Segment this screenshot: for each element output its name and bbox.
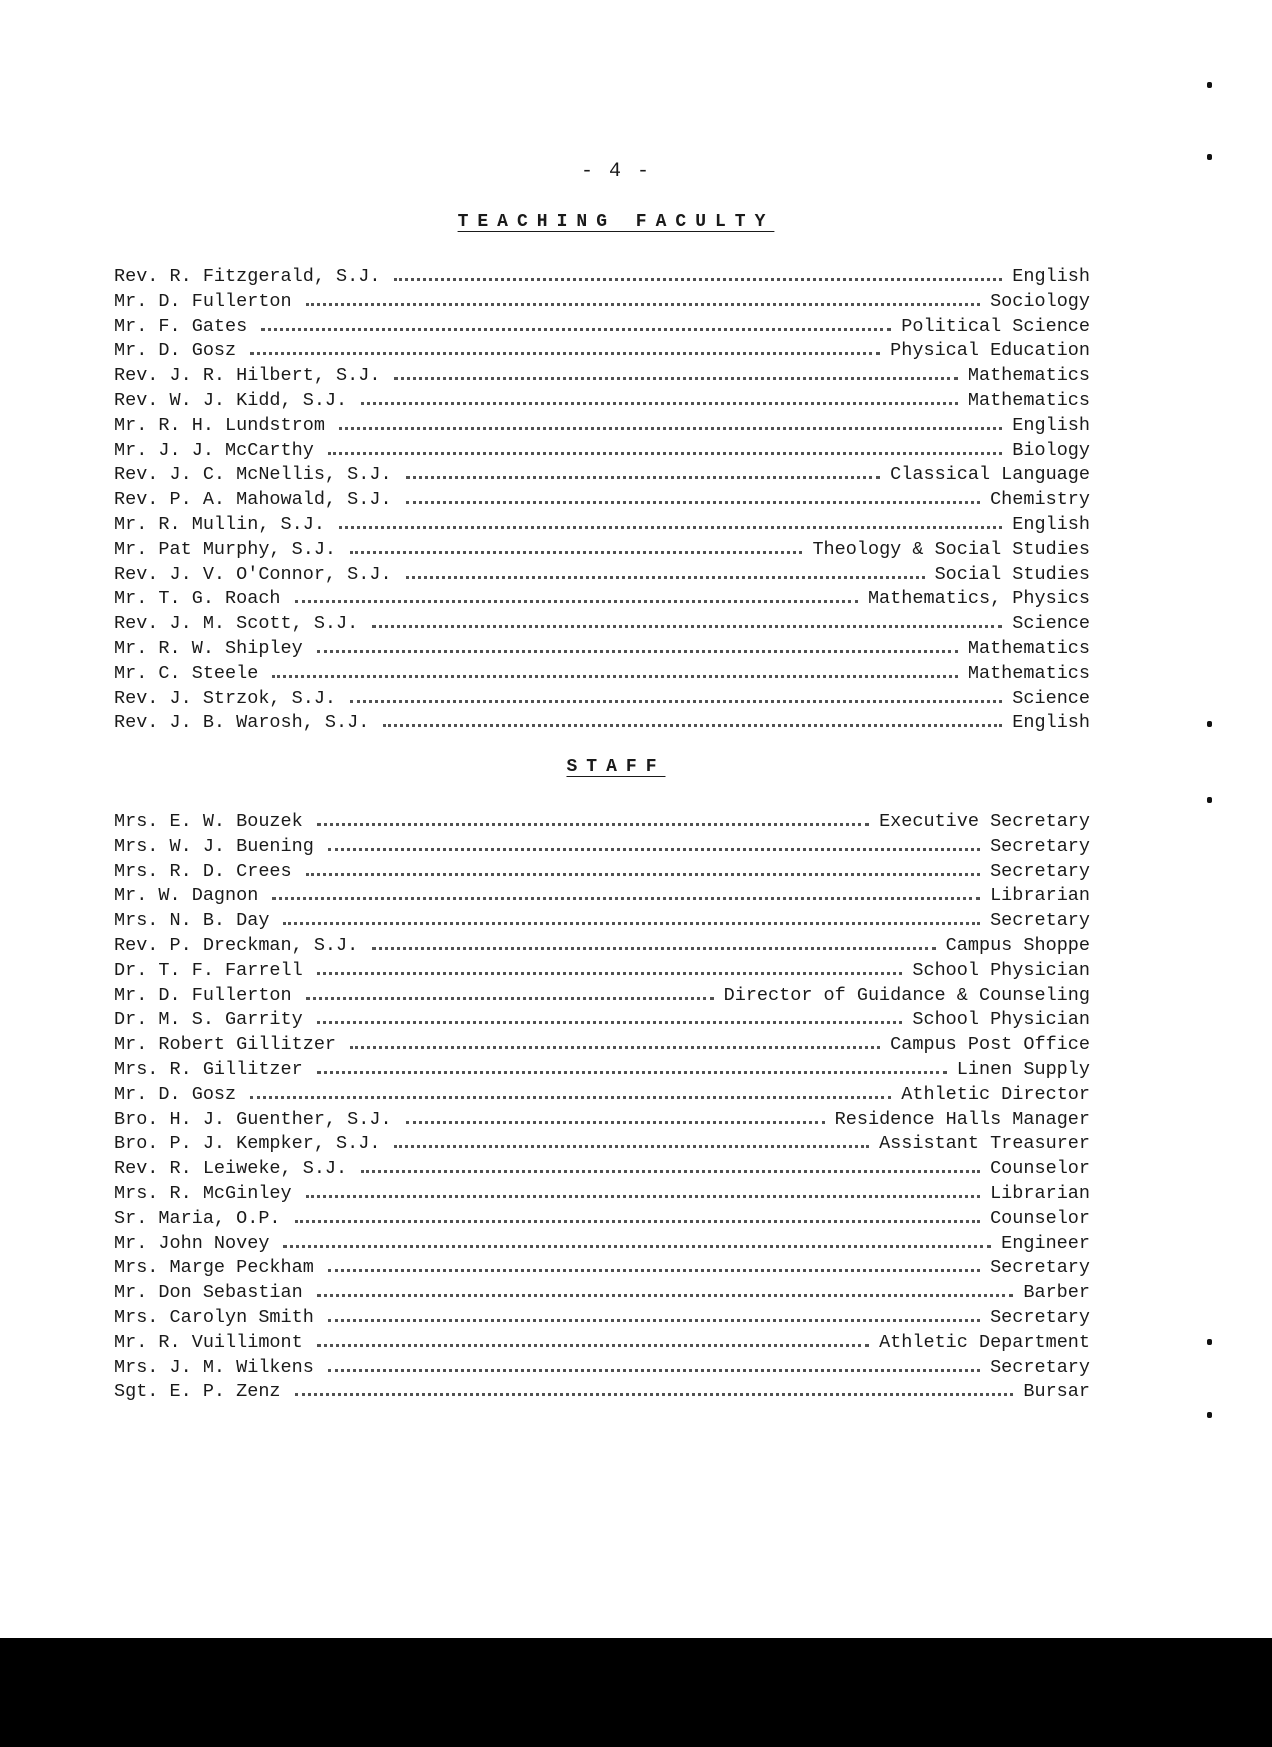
position: Barber xyxy=(1023,1282,1090,1304)
dot-leader xyxy=(317,1326,869,1347)
position: Athletic Department xyxy=(879,1331,1090,1353)
dot-leader xyxy=(306,855,980,876)
person-name: Mr. D. Fullerton xyxy=(114,290,292,312)
faculty-row xyxy=(114,508,1090,533)
dot-leader xyxy=(317,1003,903,1024)
position: Bursar xyxy=(1023,1381,1090,1403)
person-name: Mr. Don Sebastian xyxy=(114,1282,303,1304)
staff-row xyxy=(114,1103,1090,1128)
position: Secretary xyxy=(990,835,1090,857)
person-name: Mr. R. Mullin, S.J. xyxy=(114,513,325,535)
position: Secretary xyxy=(990,1356,1090,1378)
dot-leader xyxy=(350,682,1002,703)
dot-leader xyxy=(295,1202,981,1223)
staff-row xyxy=(114,1003,1090,1031)
person-name: Bro. H. J. Guenther, S.J. xyxy=(114,1108,392,1130)
person-name: Rev. J. Strzok, S.J. xyxy=(114,687,337,709)
staff-row xyxy=(114,1301,1090,1326)
subject: Science xyxy=(1012,613,1090,635)
staff-row xyxy=(114,1326,1090,1351)
dot-leader xyxy=(394,359,957,380)
subject: English xyxy=(1012,712,1090,734)
subject: Mathematics xyxy=(967,365,1090,387)
subject: Mathematics xyxy=(967,637,1090,659)
dot-leader xyxy=(328,1301,980,1322)
dot-leader xyxy=(350,533,802,554)
person-name: Mrs. N. B. Day xyxy=(114,910,270,932)
dot-leader xyxy=(295,582,858,603)
person-name: Mr. C. Steele xyxy=(114,662,259,684)
faculty-row xyxy=(114,458,1090,486)
person-name: Mrs. Marge Peckham xyxy=(114,1257,314,1279)
person-name: Mr. R. W. Shipley xyxy=(114,637,303,659)
staff-list xyxy=(114,805,1090,1403)
staff-row xyxy=(114,1351,1090,1376)
person-name: Mr. D. Gosz xyxy=(114,340,237,362)
person-name: Mr. D. Fullerton xyxy=(114,984,292,1006)
position: Linen Supply xyxy=(956,1058,1090,1080)
dot-leader xyxy=(328,830,980,851)
dot-leader xyxy=(272,879,980,900)
person-name: Mrs. Carolyn Smith xyxy=(114,1306,314,1328)
position: Athletic Director xyxy=(901,1083,1090,1105)
scan-mark xyxy=(1207,721,1212,727)
person-name: Mrs. R. D. Crees xyxy=(114,860,292,882)
person-name: Mr. J. J. McCarthy xyxy=(114,439,314,461)
dot-leader xyxy=(406,558,925,579)
staff-row xyxy=(114,1053,1090,1078)
person-name: Rev. W. J. Kidd, S.J. xyxy=(114,389,348,411)
position: Secretary xyxy=(990,1257,1090,1279)
staff-row xyxy=(114,1177,1090,1202)
position: Counselor xyxy=(990,1158,1090,1180)
faculty-row xyxy=(114,359,1090,387)
dot-leader xyxy=(406,1103,825,1124)
subject: Chemistry xyxy=(990,489,1090,511)
person-name: Mr. F. Gates xyxy=(114,315,248,337)
dot-leader xyxy=(328,434,1002,455)
person-name: Rev. P. Dreckman, S.J. xyxy=(114,934,359,956)
faculty-row xyxy=(114,384,1090,409)
position: Campus Shoppe xyxy=(945,934,1090,956)
staff-row xyxy=(114,1078,1090,1103)
dot-leader xyxy=(394,1127,869,1148)
dot-leader xyxy=(372,607,1002,628)
position: Director of Guidance & Counseling xyxy=(723,984,1090,1006)
dot-leader xyxy=(306,1177,980,1198)
scan-mark xyxy=(1207,1339,1212,1345)
subject: Theology & Social Studies xyxy=(812,538,1090,560)
person-name: Rev. R. Leiweke, S.J. xyxy=(114,1158,348,1180)
faculty-row xyxy=(114,632,1090,657)
position: Secretary xyxy=(990,910,1090,932)
dot-leader xyxy=(394,260,1002,281)
position: Librarian xyxy=(990,1182,1090,1204)
dot-leader xyxy=(328,1351,980,1372)
faculty-row xyxy=(114,682,1090,707)
staff-row xyxy=(114,1251,1090,1279)
scan-mark xyxy=(1207,1412,1212,1418)
staff-row xyxy=(114,830,1090,855)
staff-row xyxy=(114,879,1090,907)
staff-row xyxy=(114,1028,1090,1056)
dot-leader xyxy=(317,805,869,826)
dot-leader xyxy=(306,979,714,1000)
staff-row xyxy=(114,1276,1090,1304)
dot-leader xyxy=(383,706,1002,727)
person-name: Mrs. J. M. Wilkens xyxy=(114,1356,314,1378)
person-name: Rev. R. Fitzgerald, S.J. xyxy=(114,266,381,287)
position: Counselor xyxy=(990,1207,1090,1229)
staff-row xyxy=(114,929,1090,954)
faculty-row xyxy=(114,706,1090,734)
dot-leader xyxy=(250,1078,891,1099)
dot-leader xyxy=(261,310,891,331)
position: Secretary xyxy=(990,860,1090,882)
person-name: Mrs. R. Gillitzer xyxy=(114,1058,303,1080)
staff-row xyxy=(114,1375,1090,1403)
teaching-faculty-heading: TEACHING FACULTY xyxy=(457,212,775,232)
page-number: - 4 - xyxy=(580,160,651,183)
subject: Sociology xyxy=(990,290,1090,312)
person-name: Mr. D. Gosz xyxy=(114,1083,237,1105)
scan-mark xyxy=(1207,797,1212,803)
teaching-faculty-list xyxy=(114,260,1090,734)
dot-leader xyxy=(283,904,980,925)
position: Engineer xyxy=(1001,1232,1090,1254)
dot-leader xyxy=(317,632,958,653)
subject: English xyxy=(1012,266,1090,287)
staff-row xyxy=(114,904,1090,932)
staff-row xyxy=(114,979,1090,1004)
person-name: Mr. Robert Gillitzer xyxy=(114,1034,337,1056)
dot-leader xyxy=(295,1375,1014,1396)
position: Secretary xyxy=(990,1306,1090,1328)
subject: Science xyxy=(1012,687,1090,709)
subject: English xyxy=(1012,513,1090,535)
dot-leader xyxy=(361,1152,980,1173)
dot-leader xyxy=(306,285,980,306)
person-name: Rev. J. C. McNellis, S.J. xyxy=(114,464,392,486)
dot-leader xyxy=(317,954,903,975)
position: School Physician xyxy=(912,1009,1090,1031)
dot-leader xyxy=(372,929,935,950)
faculty-row xyxy=(114,310,1090,335)
position: Assistant Treasurer xyxy=(879,1133,1090,1155)
subject: English xyxy=(1012,414,1090,436)
person-name: Sr. Maria, O.P. xyxy=(114,1207,281,1229)
faculty-row xyxy=(114,607,1090,635)
position: Librarian xyxy=(990,885,1090,907)
dot-leader xyxy=(283,1227,991,1248)
person-name: Mrs. W. J. Buening xyxy=(114,835,314,857)
dot-leader xyxy=(361,384,958,405)
dot-leader xyxy=(406,483,981,504)
scan-mark xyxy=(1207,82,1212,88)
faculty-row xyxy=(114,657,1090,682)
dot-leader xyxy=(250,334,880,355)
person-name: Dr. M. S. Garrity xyxy=(114,1009,303,1031)
subject: Mathematics, Physics xyxy=(867,588,1090,610)
subject: Social Studies xyxy=(934,563,1090,585)
dot-leader xyxy=(350,1028,880,1049)
position: Residence Halls Manager xyxy=(834,1108,1090,1130)
person-name: Dr. T. F. Farrell xyxy=(114,959,303,981)
person-name: Rev. J. R. Hilbert, S.J. xyxy=(114,365,381,387)
staff-row xyxy=(114,954,1090,979)
faculty-row xyxy=(114,533,1090,558)
person-name: Mr. R. H. Lundstrom xyxy=(114,414,325,436)
person-name: Rev. J. V. O'Connor, S.J. xyxy=(114,563,392,585)
subject: Mathematics xyxy=(967,389,1090,411)
staff-heading: STAFF xyxy=(566,757,666,777)
subject: Mathematics xyxy=(967,662,1090,684)
person-name: Mr. T. G. Roach xyxy=(114,588,281,610)
person-name: Rev. J. M. Scott, S.J. xyxy=(114,613,359,635)
person-name: Rev. P. A. Mahowald, S.J. xyxy=(114,489,392,511)
subject: Political Science xyxy=(901,315,1090,337)
faculty-row xyxy=(114,409,1090,434)
position: School Physician xyxy=(912,959,1090,981)
staff-row xyxy=(114,805,1090,830)
faculty-row xyxy=(114,285,1090,310)
dot-leader xyxy=(339,508,1002,529)
faculty-row xyxy=(114,558,1090,583)
faculty-row xyxy=(114,483,1090,511)
person-name: Mr. R. Vuillimont xyxy=(114,1331,303,1353)
person-name: Bro. P. J. Kempker, S.J. xyxy=(114,1133,381,1155)
dot-leader xyxy=(328,1251,980,1272)
subject: Biology xyxy=(1012,439,1090,461)
person-name: Mrs. E. W. Bouzek xyxy=(114,811,303,832)
person-name: Mrs. R. McGinley xyxy=(114,1182,292,1204)
dot-leader xyxy=(406,458,881,479)
dot-leader xyxy=(317,1276,1014,1297)
subject: Classical Language xyxy=(890,464,1090,486)
staff-row xyxy=(114,1127,1090,1155)
dot-leader xyxy=(317,1053,947,1074)
faculty-row xyxy=(114,434,1090,459)
position: Executive Secretary xyxy=(879,811,1090,832)
subject: Physical Education xyxy=(890,340,1090,362)
staff-row xyxy=(114,1152,1090,1180)
person-name: Rev. J. B. Warosh, S.J. xyxy=(114,712,370,734)
person-name: Mr. John Novey xyxy=(114,1232,270,1254)
person-name: Sgt. E. P. Zenz xyxy=(114,1381,281,1403)
staff-row xyxy=(114,855,1090,880)
staff-row xyxy=(114,1202,1090,1227)
faculty-row xyxy=(114,260,1090,285)
dot-leader xyxy=(339,409,1002,430)
scan-mark xyxy=(1207,154,1212,160)
scan-bottom-border xyxy=(0,1638,1272,1747)
person-name: Mr. Pat Murphy, S.J. xyxy=(114,538,337,560)
person-name: Mr. W. Dagnon xyxy=(114,885,259,907)
dot-leader xyxy=(272,657,958,678)
position: Campus Post Office xyxy=(890,1034,1090,1056)
staff-row xyxy=(114,1227,1090,1252)
faculty-row xyxy=(114,334,1090,362)
faculty-row xyxy=(114,582,1090,610)
